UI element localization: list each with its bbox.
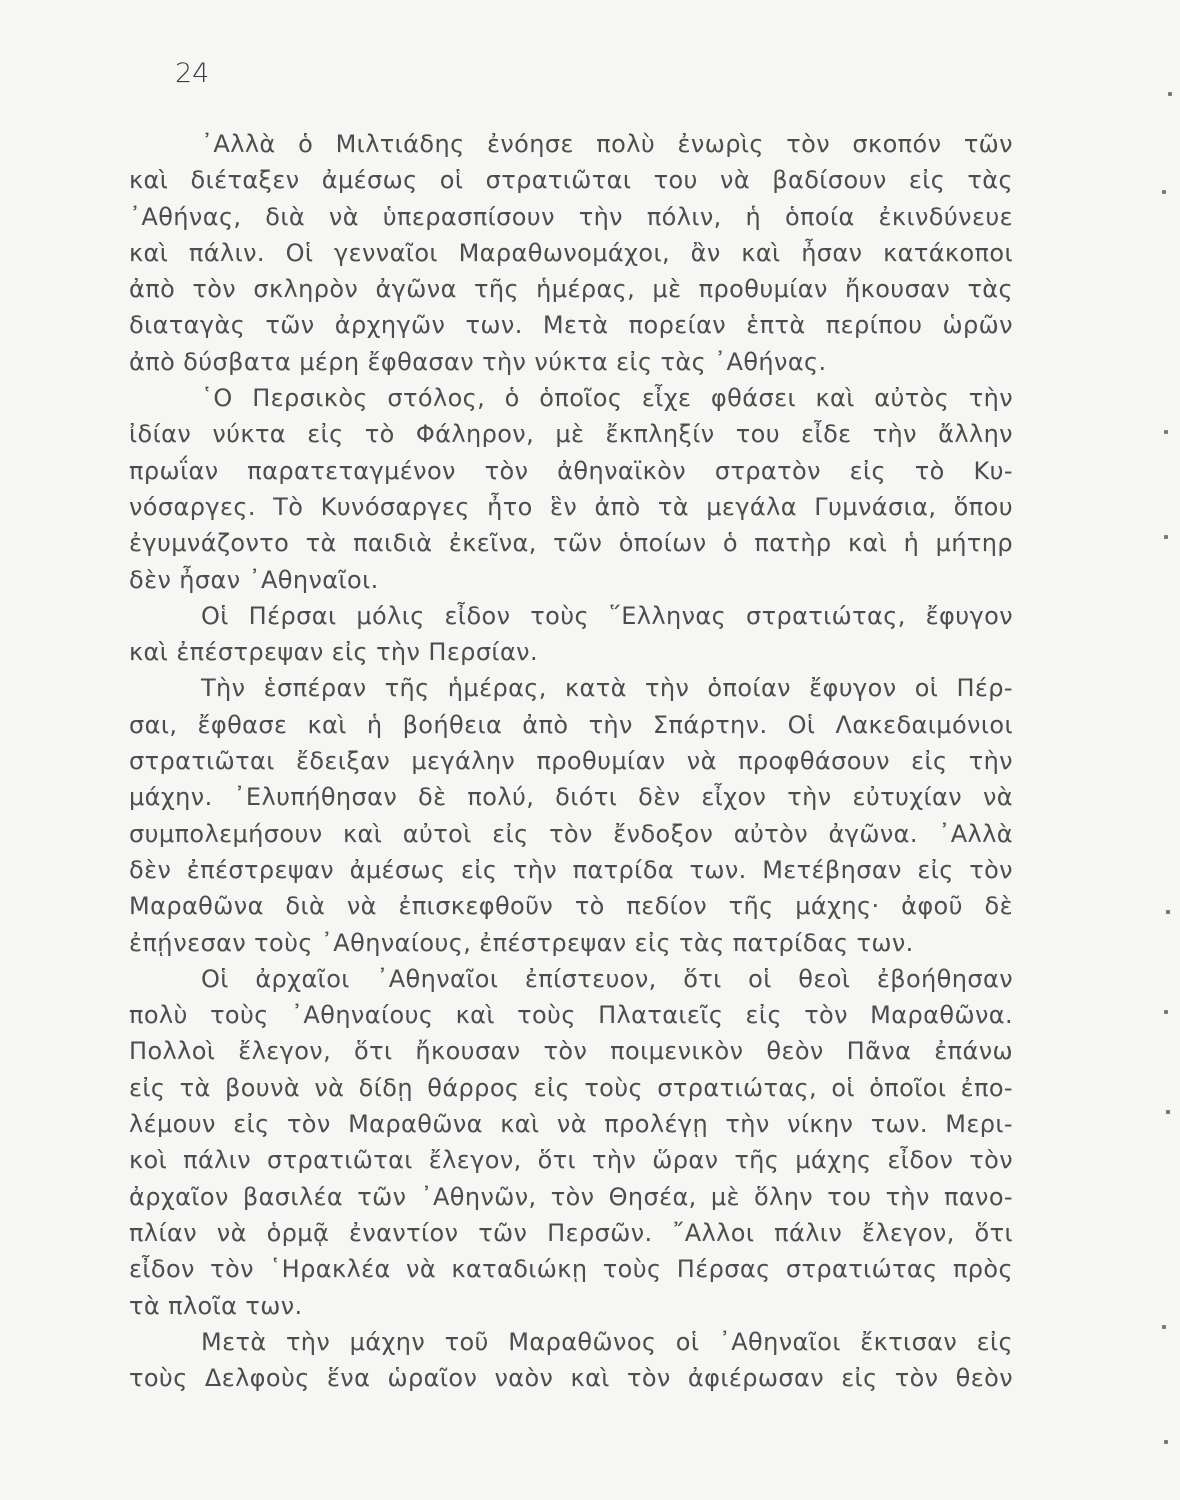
- text-line: Τὴν ἑσπέραν τῆς ἡμέρας, κατὰ τὴν ὁποίαν ἔφυγον οἱ Πέρ-: [201, 674, 1013, 703]
- text-line: ῾Ο Περσικὸς στόλος, ὁ ὁποῖος εἶχε φθάσει καὶ αὐτὸς τὴν: [201, 384, 1013, 413]
- margin-mark: [1162, 190, 1166, 194]
- page-number: 24: [175, 58, 210, 89]
- text-line: ἀπὸ δύσβατα μέρη ἔφθασαν τὴν νύκτα εἰς τὰς ᾿Αθήνας.: [129, 347, 827, 376]
- margin-mark: [1164, 1010, 1168, 1014]
- text-line: ἐπῄνεσαν τοὺς ᾿Αθηναίους, ἐπέστρεψαν εἰς τὰς πατρίδας των.: [129, 928, 914, 957]
- text-line: ᾿Αθήνας, διὰ νὰ ὑπερασπίσουν τὴν πόλιν, ἡ ὁποία ἐκινδύνευε: [129, 202, 1013, 231]
- margin-mark: [1164, 535, 1168, 539]
- text-line: πλίαν νὰ ὁρμᾷ ἐναντίον τῶν Περσῶν. ῎Αλλοι πάλιν ἔλεγον, ὅτι: [129, 1218, 1013, 1247]
- text-line: εἶδον τὸν ῾Ηρακλέα νὰ καταδιώκῃ τοὺς Πέρσας στρατιώτας πρὸς: [129, 1255, 1013, 1284]
- text-line: κοὶ πάλιν στρατιῶται ἔλεγον, ὅτι τὴν ὥραν τῆς μάχης εἶδον τὸν: [129, 1146, 1013, 1175]
- text-line: διαταγὰς τῶν ἀρχηγῶν των. Μετὰ πορείαν ἑπτὰ περίπου ὡρῶν: [129, 311, 1013, 340]
- margin-mark: [1166, 910, 1170, 914]
- text-line: ἐγυμνάζοντο τὰ παιδιὰ ἐκεῖνα, τῶν ὁποίων ὁ πατὴρ καὶ ἡ μήτηρ: [129, 529, 1013, 558]
- margin-mark: [1168, 92, 1172, 96]
- text-line: στρατιῶται ἔδειξαν μεγάλην προθυμίαν νὰ προφθάσουν εἰς τὴν: [129, 747, 1013, 776]
- text-line: ἀρχαῖον βασιλέα τῶν ᾿Αθηνῶν, τὸν Θησέα, μὲ ὅλην του τὴν πανο-: [129, 1182, 1013, 1211]
- text-line: συμπολεμήσουν καὶ αὐτοὶ εἰς τὸν ἔνδοξον αὐτὸν ἀγῶνα. ᾿Αλλὰ: [129, 819, 1013, 848]
- margin-mark: [1166, 1110, 1170, 1114]
- text-line: Οἱ Πέρσαι μόλις εἶδον τοὺς ῞Ελληνας στρατιώτας, ἔφυγον: [201, 601, 1013, 630]
- text-line: καὶ ἐπέστρεψαν εἰς τὴν Περσίαν.: [129, 638, 539, 667]
- text-line: ᾿Αλλὰ ὁ Μιλτιάδης ἐνόησε πολὺ ἐνωρὶς τὸν σκοπόν τῶν: [201, 130, 1013, 158]
- text-line: καὶ πάλιν. Οἱ γενναῖοι Μαραθωνομάχοι, ἂν καὶ ἦσαν κατάκοποι: [129, 238, 1013, 267]
- text-line: πολὺ τοὺς ᾿Αθηναίους καὶ τοὺς Πλαταιεῖς εἰς τὸν Μαραθῶνα.: [129, 1001, 1013, 1030]
- text-line: λέμουν εἰς τὸν Μαραθῶνα καὶ νὰ προλέγῃ τὴν νίκην των. Μερι-: [129, 1110, 1013, 1139]
- text-line: ἀπὸ τὸν σκληρὸν ἀγῶνα τῆς ἡμέρας, μὲ προθυμίαν ἤκουσαν τὰς: [129, 275, 1013, 304]
- text-line: πρωΐαν παρατεταγμένον τὸν ἀθηναϊκὸν στρατὸν εἰς τὸ Κυ-: [129, 456, 1013, 485]
- text-line: Μαραθῶνα διὰ νὰ ἐπισκεφθοῦν τὸ πεδίον τῆς μάχης· ἀφοῦ δὲ: [129, 892, 1013, 921]
- margin-mark: [1164, 1440, 1168, 1444]
- text-line: δὲν ἐπέστρεψαν ἀμέσως εἰς τὴν πατρίδα των. Μετέβησαν εἰς τὸν: [129, 855, 1013, 884]
- text-line: τὰ πλοῖα των.: [129, 1291, 303, 1320]
- text-line: νόσαργες. Τὸ Κυνόσαργες ἦτο ἓν ἀπὸ τὰ μεγάλα Γυμνάσια, ὅπου: [129, 492, 1013, 521]
- text-line: μάχην. ᾿Ελυπήθησαν δὲ πολύ, διότι δὲν εἶχον τὴν εὐτυχίαν νὰ: [129, 783, 1013, 812]
- text-line: καὶ διέταξεν ἀμέσως οἱ στρατιῶται του νὰ βαδίσουν εἰς τὰς: [129, 166, 1013, 195]
- text-line: σαι, ἔφθασε καὶ ἡ βοήθεια ἀπὸ τὴν Σπάρτην. Οἱ Λακεδαιμόνιοι: [129, 710, 1013, 739]
- margin-marks: [1150, 0, 1180, 1500]
- margin-mark: [1162, 1325, 1166, 1329]
- margin-mark: [1164, 430, 1168, 434]
- text-line: τοὺς Δελφοὺς ἕνα ὡραῖον ναὸν καὶ τὸν ἀφιέρωσαν εἰς τὸν θεὸν: [129, 1364, 1013, 1393]
- body-text: [129, 126, 1013, 1396]
- text-line: ἰδίαν νύκτα εἰς τὸ Φάληρον, μὲ ἔκπληξίν του εἶδε τὴν ἄλλην: [129, 420, 1013, 449]
- text-line: Μετὰ τὴν μάχην τοῦ Μαραθῶνος οἱ ᾿Αθηναῖοι ἔκτισαν εἰς: [201, 1327, 1013, 1356]
- text-line: εἰς τὰ βουνὰ νὰ δίδῃ θάρρος εἰς τοὺς στρατιώτας, οἱ ὁποῖοι ἐπο-: [129, 1073, 1013, 1102]
- text-line: δὲν ἦσαν ᾿Αθηναῖοι.: [129, 565, 379, 594]
- text-line: Οἱ ἀρχαῖοι ᾿Αθηναῖοι ἐπίστευον, ὅτι οἱ θεοὶ ἐβοήθησαν: [201, 964, 1013, 993]
- text-line: Πολλοὶ ἔλεγον, ὅτι ἤκουσαν τὸν ποιμενικὸν θεὸν Πᾶνα ἐπάνω: [129, 1037, 1013, 1066]
